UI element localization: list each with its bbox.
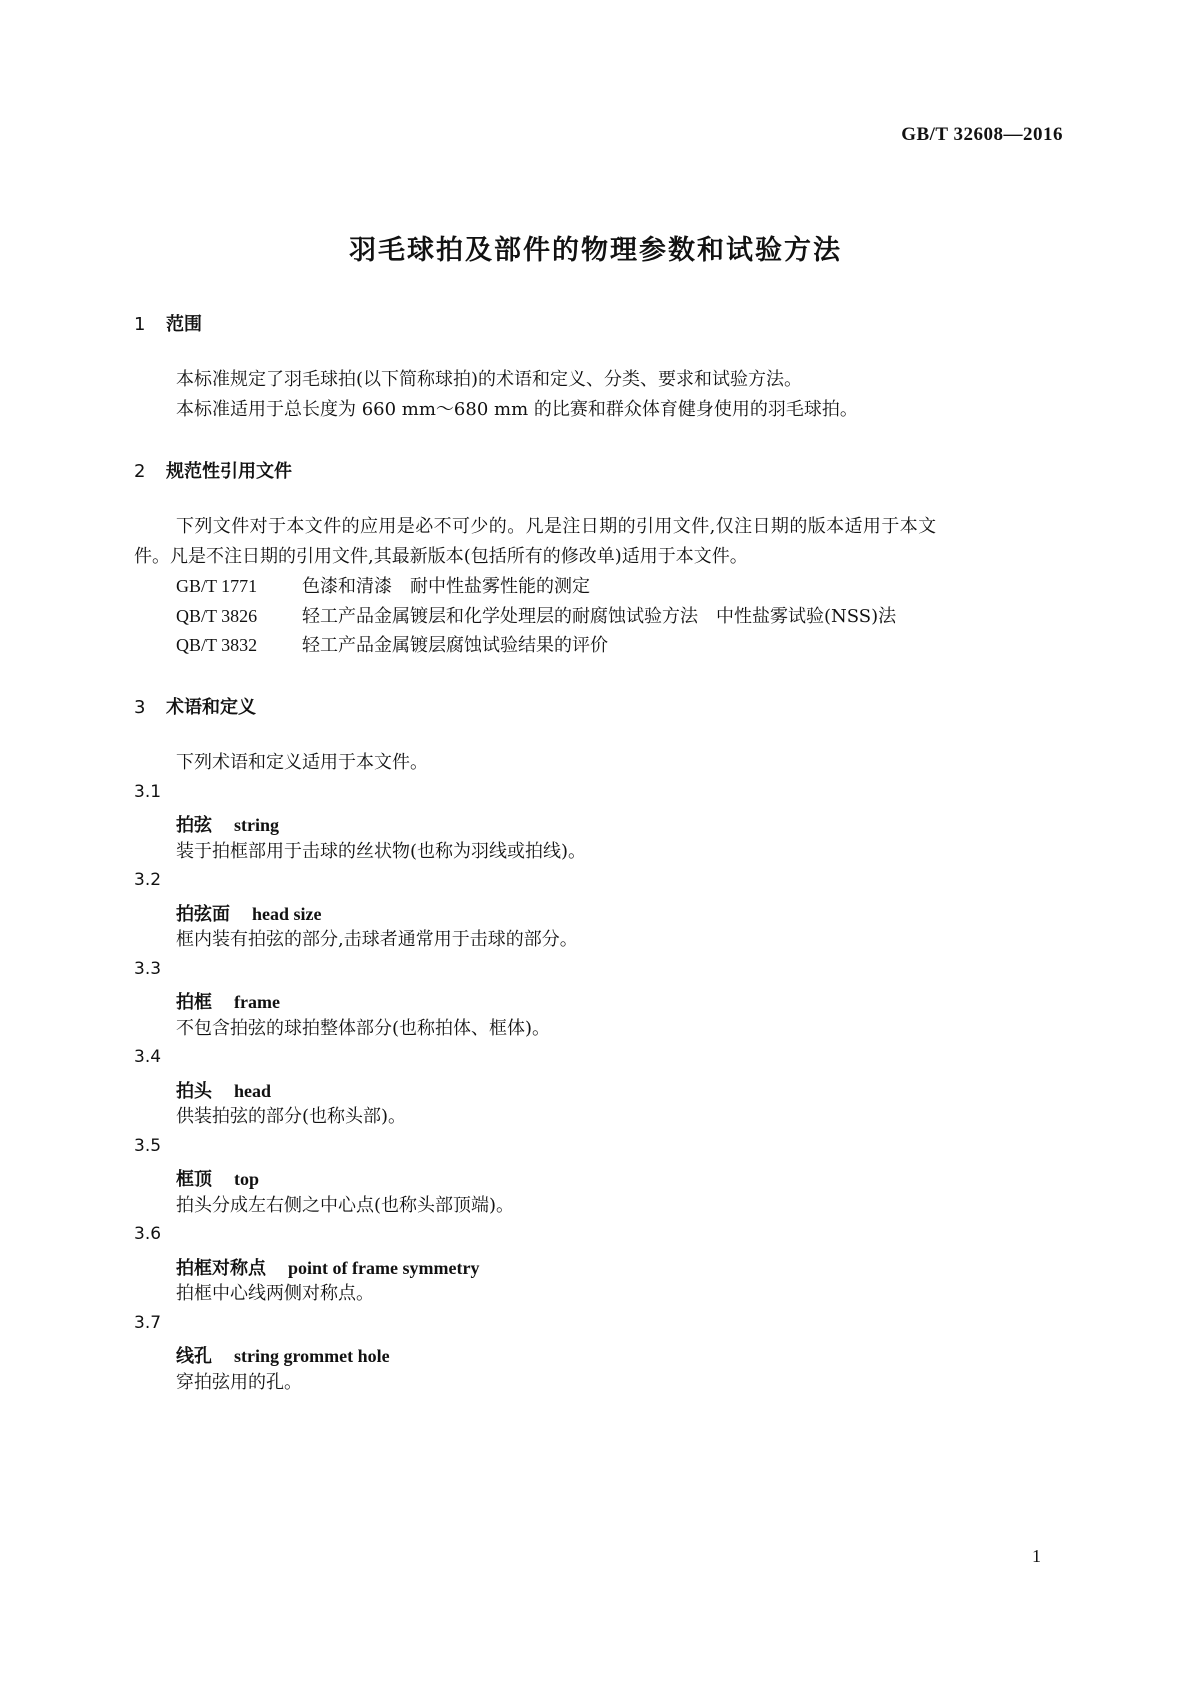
section-number: 2 xyxy=(134,461,146,482)
term-definition: 拍头分成左右侧之中心点(也称头部顶端)。 xyxy=(176,1195,515,1216)
paragraph-line: 件。凡是不注日期的引用文件,其最新版本(包括所有的修改单)适用于本文件。 xyxy=(134,546,748,567)
section-title: 术语和定义 xyxy=(166,697,256,718)
reference-title: 轻工产品金属镀层和化学处理层的耐腐蚀试验方法 中性盐雾试验(NSS)法 xyxy=(302,606,897,627)
term-number: 3.3 xyxy=(134,959,162,979)
term-definition: 穿拍弦用的孔。 xyxy=(176,1372,302,1393)
term-number: 3.6 xyxy=(134,1224,162,1244)
term-entry xyxy=(176,1342,390,1368)
paragraph-line: 下列文件对于本文件的应用是必不可少的。凡是注日期的引用文件,仅注日期的版本适用于本文 xyxy=(176,516,937,537)
term-number: 3.1 xyxy=(134,782,162,802)
term-chinese: 拍弦面 xyxy=(176,904,230,925)
section-3-heading xyxy=(134,693,256,719)
reference-title: 色漆和清漆 耐中性盐雾性能的测定 xyxy=(302,576,590,597)
term-chinese: 拍框 xyxy=(176,992,212,1013)
term-english: point of frame symmetry xyxy=(288,1258,480,1278)
paragraph: 本标准适用于总长度为 660 mm～680 mm 的比赛和群众体育健身使用的羽毛球拍。 xyxy=(176,399,858,420)
term-entry xyxy=(176,811,279,837)
section-2-heading xyxy=(134,457,292,483)
reference-title: 轻工产品金属镀层腐蚀试验结果的评价 xyxy=(302,635,608,656)
term-entry xyxy=(176,900,322,926)
section-number: 3 xyxy=(134,697,146,718)
page-number: 1 xyxy=(1032,1546,1041,1566)
section-title: 规范性引用文件 xyxy=(166,461,292,482)
term-entry xyxy=(176,988,280,1014)
term-number: 3.4 xyxy=(134,1047,162,1067)
normative-reference xyxy=(176,575,590,598)
paragraph: 本标准规定了羽毛球拍(以下简称球拍)的术语和定义、分类、要求和试验方法。 xyxy=(176,369,803,390)
term-definition: 装于拍框部用于击球的丝状物(也称为羽线或拍线)。 xyxy=(176,841,587,862)
term-chinese: 框顶 xyxy=(176,1169,212,1190)
term-number: 3.7 xyxy=(134,1313,162,1333)
section-1-heading xyxy=(134,310,202,336)
standard-number: GB/T 32608—2016 xyxy=(901,124,1063,145)
term-definition: 供装拍弦的部分(也称头部)。 xyxy=(176,1106,407,1127)
section-number: 1 xyxy=(134,314,146,335)
term-english: head size xyxy=(252,904,322,924)
term-chinese: 拍弦 xyxy=(176,815,212,836)
term-chinese: 拍头 xyxy=(176,1081,212,1102)
section-title: 范围 xyxy=(166,314,202,335)
paragraph: 下列术语和定义适用于本文件。 xyxy=(176,752,428,773)
normative-reference xyxy=(176,634,608,657)
term-english: frame xyxy=(234,992,280,1012)
term-english: head xyxy=(234,1081,272,1101)
term-chinese: 线孔 xyxy=(176,1346,212,1367)
reference-code: GB/T 1771 xyxy=(176,576,258,596)
term-definition: 拍框中心线两侧对称点。 xyxy=(176,1283,374,1304)
term-number: 3.5 xyxy=(134,1136,162,1156)
term-chinese: 拍框对称点 xyxy=(176,1258,266,1279)
term-entry xyxy=(176,1254,479,1280)
term-entry xyxy=(176,1165,259,1191)
reference-code: QB/T 3826 xyxy=(176,606,258,626)
document-title: 羽毛球拍及部件的物理参数和试验方法 xyxy=(349,235,842,266)
term-english: top xyxy=(234,1169,260,1189)
term-definition: 框内装有拍弦的部分,击球者通常用于击球的部分。 xyxy=(176,929,578,950)
normative-reference xyxy=(176,605,896,628)
term-entry xyxy=(176,1077,271,1103)
term-number: 3.2 xyxy=(134,870,162,890)
term-english: string xyxy=(234,815,279,835)
term-english: string grommet hole xyxy=(234,1346,390,1366)
reference-code: QB/T 3832 xyxy=(176,635,258,655)
term-definition: 不包含拍弦的球拍整体部分(也称拍体、框体)。 xyxy=(176,1018,551,1039)
